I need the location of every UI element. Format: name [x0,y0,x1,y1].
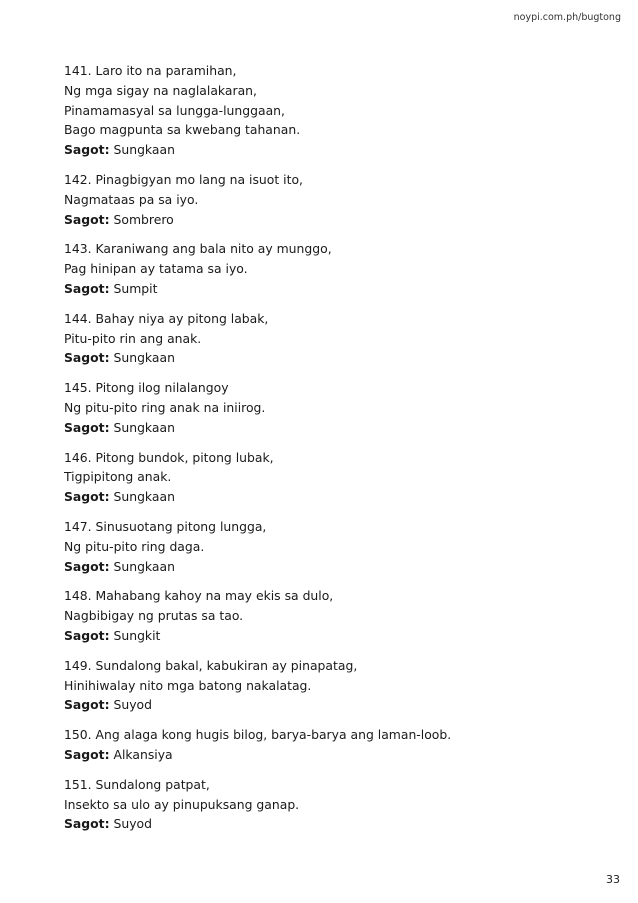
answer-value: Sungkaan [113,419,175,435]
riddle-line: Hinihiwalay nito mga batong nakalatag. [64,677,312,693]
riddle-line: 146. Pitong bundok, pitong lubak, [64,449,274,465]
riddle-line: Nagmataas pa sa iyo. [64,191,199,207]
riddle-line: Ng pitu-pito ring daga. [64,538,205,554]
answer-label: Sagot: [64,419,110,435]
riddle-line: 150. Ang alaga kong hugis bilog, barya-barya ang laman-loob. [64,727,452,743]
riddle-line: 148. Mahabang kahoy na may ekis sa dulo, [64,588,334,604]
riddle-line: 141. Laro ito na paramihan, [64,63,237,78]
riddle-item [64,517,624,576]
riddle-line: Nagbibigay ng prutas sa tao. [64,608,244,624]
riddle-item [64,586,624,645]
riddle-item [64,378,624,437]
riddle-answer [64,626,624,646]
answer-value: Sungkaan [113,142,175,158]
riddle-answer [64,557,624,577]
riddle-answer [64,418,624,438]
riddle-line: 151. Sundalong patpat, [64,776,210,792]
answer-label: Sagot: [64,280,110,296]
riddle-list [64,61,624,844]
riddle-line: Tigpipitong anak. [64,469,172,485]
answer-value: Sungkaan [113,350,175,366]
riddle-answer [64,279,624,299]
answer-label: Sagot: [64,489,110,505]
riddle-answer [64,140,624,160]
riddle-item [64,775,624,834]
answer-label: Sagot: [64,627,110,643]
riddle-line: Pinamamasyal sa lungga-lunggaan, [64,102,285,118]
answer-label: Sagot: [64,816,110,832]
answer-value: Alkansiya [113,746,173,762]
source-url: noypi.com.ph/bugtong [513,12,621,23]
riddle-item [64,448,624,507]
riddle-line: 142. Pinagbigyan mo lang na isuot ito, [64,171,303,187]
answer-label: Sagot: [64,211,110,227]
answer-value: Sumpit [113,280,158,296]
riddle-line: 144. Bahay niya ay pitong labak, [64,310,269,326]
page-number: 33 [606,873,620,886]
answer-value: Sombrero [113,211,174,227]
riddle-answer [64,695,624,715]
riddle-line: 149. Sundalong bakal, kabukiran ay pinapatag, [64,657,358,673]
riddle-item [64,170,624,229]
riddle-line: 143. Karaniwang ang bala nito ay munggo, [64,241,332,257]
riddle-line: 147. Sinusuotang pitong lungga, [64,518,267,534]
answer-value: Sungkaan [113,489,175,505]
answer-value: Sungkit [113,627,161,643]
answer-label: Sagot: [64,350,110,366]
riddle-line: Ng pitu-pito ring anak na iniirog. [64,399,266,415]
riddle-line: Insekto sa ulo ay pinupuksang ganap. [64,796,300,812]
riddle-item [64,656,624,715]
riddle-line: Pag hinipan ay tatama sa iyo. [64,261,248,277]
answer-label: Sagot: [64,697,110,713]
riddle-item [64,309,624,368]
answer-value: Suyod [113,816,152,832]
riddle-item [64,725,624,765]
riddle-answer [64,814,624,834]
answer-label: Sagot: [64,142,110,158]
riddle-item [64,239,624,298]
answer-label: Sagot: [64,558,110,574]
riddle-line: Pitu-pito rin ang anak. [64,330,202,346]
riddle-answer [64,487,624,507]
riddle-line: Bago magpunta sa kwebang tahanan. [64,122,301,138]
riddle-item [64,61,624,160]
riddle-answer [64,348,624,368]
riddle-answer [64,210,624,230]
riddle-line: Ng mga sigay na naglalakaran, [64,82,257,98]
answer-value: Suyod [113,697,152,713]
riddle-answer [64,745,624,765]
riddle-line: 145. Pitong ilog nilalangoy [64,380,229,396]
answer-label: Sagot: [64,746,110,762]
answer-value: Sungkaan [113,558,175,574]
